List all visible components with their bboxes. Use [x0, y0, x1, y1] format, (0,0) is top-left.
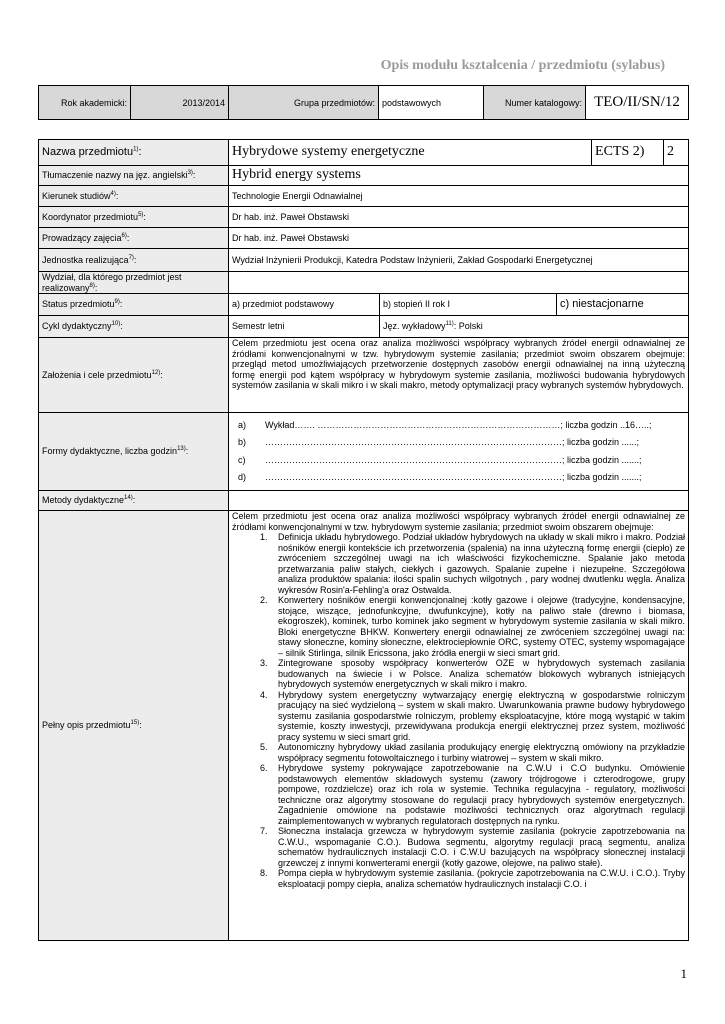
- course-group-label: Grupa przedmiotów:: [229, 86, 379, 120]
- aims-text: Celem przedmiotu jest ocena oraz analiza możliwości współpracy wybranych źródeł energii odnawialnej ze źródłami konwencjonalnymi w tzw. hybrydowym systemie zasilania; przedmiot swoim obszarem obejmuje: przegląd metod umożliwiających przetworzenie dostępnych zasobów energii odnawialnej na inną użyteczną formę energii pod kątem współpracy w hybrydowym systemie zasilania, możliwości budowania hybrydowych systemów zasilania w skali mikro i w skali makro, metody optymalizacji pracy wybranych systemów hybrydowych.: [229, 338, 689, 413]
- methods-label: Metody dydaktyczne$^{14)}$:: [39, 491, 229, 511]
- status-level: b) stopień II rok I: [380, 294, 557, 316]
- form-item: b) ………………………………………………………………………………………; liczba godzin ......;: [238, 437, 640, 447]
- form-item: d) ………………………………………………………………………………………; liczba godzin .......;: [238, 472, 642, 482]
- coordinator-value: Dr hab. inż. Paweł Obstawski: [229, 207, 689, 228]
- faculty-label: Wydział, dla którego przedmiot jest realizowany$^{8)}$:: [39, 272, 229, 294]
- field-of-study-label: Kierunek studiów$^{4)}$:: [39, 186, 229, 207]
- academic-year-label: Rok akademicki:: [39, 86, 131, 120]
- catalog-header-table: [38, 85, 689, 120]
- lecturer-value: Dr hab. inż. Paweł Obstawski: [229, 228, 689, 249]
- methods-value: [229, 491, 689, 511]
- topic-item: 4. Hybrydowy system energetyczny wytwarzający energię elektryczną w gospodarstwie rolniczym pracujący na sieć wydzieloną – system w skali makro. Uwarunkowania prawne budowy hybrydowego systemu zasilania gospodarstwie rolniczym, problemy eksploatacyjne, które mogą wystąpić w takim systemie, koszty inwestycji, przewidywana produkcja energii elektrycznej przez system, możliwość pracy systemu w sieci smart grid.: [270, 690, 685, 743]
- form-item: c) ………………………………………………………………………………………; liczba godzin .......;: [238, 454, 642, 465]
- academic-year-value: 2013/2014: [131, 86, 229, 120]
- topic-item: 1. Definicja układu hybrydowego. Podział układów hybrydowych na układy w skali mikro i makro. Podział nośników energii kontekście ich przetworzenia (spalenia) na inna użyteczną formę energii (ciepło) ze zwróceniem szczególnej uwagi na ich właściwości fizykochemiczne. Spalanie jako metoda przetwarzania paliw stałych, ciekłych i gazowych. Spalanie zupełne i niezupełne. Szczegółowa analiza produktów spalania: ilości spalin suchych wilgotnych , pary wodnej dwutlenku węgla. Analiza wykresów Rosin'a-Fehling'a oraz Ostwalda.: [270, 532, 685, 595]
- ects-value: 2: [664, 140, 689, 166]
- topic-item: 8. Pompa ciepła w hybrydowym systemie zasilania. (pokrycie zapotrzebowania na C.W.U. i C.O.). Tryby eksploatacji pompy ciepła, analiza schematów hydraulicznych instalacji C.O. i: [270, 868, 685, 889]
- topic-list: [232, 532, 685, 889]
- topic-item: 7. Słoneczna instalacja grzewcza w hybrydowym systemie zasilania (pokrycie zapotrzebowania na C.W.U., wspomaganie C.O.). Budowa segmentu, algorytmy regulacji pracą segmentu, analiza schematów hydraulicznych instalacji C.O. i C.W.U bazujących na współpracy słonecznej instalacji grzewczej z innymi konwerterami energii (kotły gazowe, olejowe, na paliwo stałe).: [270, 826, 685, 868]
- topic-item: 2. Konwertery nośników energii konwencjonalnej :kotły gazowe i olejowe (tradycyjne, kondensacyjne, stojące, wiszące, jednofunkcyjne, dwufunkcyjne), kotły na paliwo stałe (drewno i biomasa, ekogroszek), kominek, turbo kominek jako segment w hybrydowym systemie zasilania w skali mikro. Bloki energetyczne BHKW. Konwertery energii odnawialnej ze zwróceniem szczególnej uwagi na: stawy słoneczne, kominy słoneczne, elektrociepłownie ORC, systemy OTEC, systemy wspomagające – silnik Stirlinga, silnik Ericssona, jako źródła energii w sieci smart grid.: [270, 595, 685, 658]
- course-group-value: podstawowych: [379, 86, 484, 120]
- form-item: a) Wykład……. ………………………………………………………………………; liczba godzin ..16…..;: [238, 419, 652, 430]
- catalog-number-value: TEO/II/SN/12: [586, 86, 689, 120]
- aims-label: Założenia i cele przedmiotu$^{12)}$:: [39, 338, 229, 413]
- unit-value: Wydział Inżynierii Produkcji, Katedra Podstaw Inżynierii, Zakład Gospodarki Energetycznej: [229, 249, 689, 272]
- faculty-value: [229, 272, 689, 294]
- cycle-label: Cykl dydaktyczny$^{10)}$:: [39, 316, 229, 338]
- document-title: Opis modułu kształcenia / przedmiotu (sylabus): [380, 58, 665, 73]
- status-label: Status przedmiotu$^{9)}$:: [39, 294, 229, 316]
- forms-list: [229, 413, 689, 491]
- status-type: a) przedmiot podstawowy: [229, 294, 380, 316]
- cycle-value: Semestr letni: [229, 316, 380, 338]
- ects-label: ECTS 2): [592, 140, 664, 166]
- catalog-number-label: Numer katalogowy:: [484, 86, 586, 120]
- field-of-study-value: Technologie Energii Odnawialnej: [229, 186, 689, 207]
- english-name-value: Hybrid energy systems: [229, 166, 689, 186]
- topic-item: 5. Autonomiczny hybrydowy układ zasilania produkujący energię elektryczną omówiony na przykładzie współpracy segmentu fotowoltaicznego i turbiny wiatrowej – system w skali mikro.: [270, 742, 685, 763]
- coordinator-label: Koordynator przedmiotu$^{5)}$:: [39, 207, 229, 228]
- course-name-label: Nazwa przedmiotu$^{1)}$:: [39, 140, 229, 166]
- topic-item: 3. Zintegrowane sposoby współpracy konwerterów OZE w hybrydowych systemach zasilania budowanych na świecie i w Polsce. Analiza schematów blokowych wybranych istniejących hybrydowych systemów energetycznych w skali mikro i makro.: [270, 658, 685, 690]
- topic-item: 6. Hybrydowe systemy pokrywające zapotrzebowanie na C.W.U i C.O budynku. Omówienie podstawowych elementów składowych systemu (zawory trójdrogowe i czterodrogowe, grupy pompowe, rozdzielcze) oraz ich rola w systemie. Technika regulacyjna - regulatory, możliwości techniczne oraz algorytmy stosowane do regulacji pracy hybrydowych systemów energetycznych. Zagadnienie omówione na podstawie możliwości technicznych oraz algorytmach regulacji zaimplementowanych w wybranych regulatorach dostępnych na rynku.: [270, 763, 685, 826]
- english-name-label: Tłumaczenie nazwy na jęz. angielski$^{3)}$:: [39, 166, 229, 186]
- full-description-label: Pełny opis przedmiotu$^{15)}$:: [39, 511, 229, 941]
- full-description-intro: Celem przedmiotu jest ocena oraz analiza możliwości współpracy wybranych źródeł energii odnawialnej ze źródłami konwencjonalnymi w tzw. hybrydowym systemie zasilania; przedmiot swoim obszarem obejmuje:: [232, 511, 686, 532]
- page-number: 1: [680, 966, 687, 981]
- status-mode: c) niestacjonarne: [557, 294, 689, 316]
- forms-label: Formy dydaktyczne, liczba godzin$^{13)}$:: [39, 413, 229, 491]
- language-value: Jęz. wykładowy$^{11)}$: Polski: [380, 316, 689, 338]
- course-name-value: Hybrydowe systemy energetyczne: [229, 140, 592, 166]
- unit-label: Jednostka realizująca$^{7)}$:: [39, 249, 229, 272]
- syllabus-table: [38, 139, 689, 941]
- full-description: [229, 511, 689, 941]
- lecturer-label: Prowadzący zajęcia$^{6)}$:: [39, 228, 229, 249]
